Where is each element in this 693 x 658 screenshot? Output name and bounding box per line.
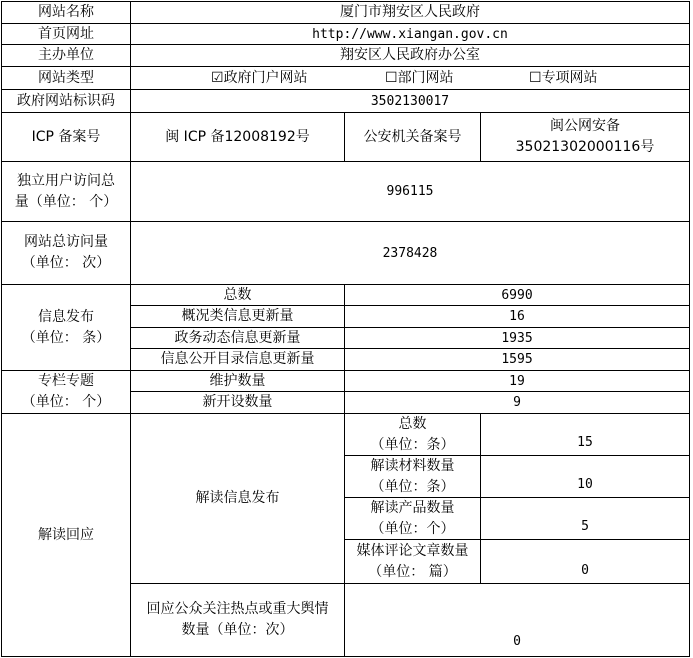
uv-value: 996115 [130, 161, 690, 222]
info-pub-row-label: 政务动态信息更新量 [130, 327, 345, 349]
column-row-label: 维护数量 [130, 370, 345, 392]
interp-row-line2: （单位：条） [370, 436, 455, 453]
interp-row-label [344, 455, 481, 498]
interp-row-value: 10 [480, 455, 690, 498]
site-id-label: 政府网站标识码 [1, 89, 131, 113]
interp-row-line2: （单位：条） [370, 478, 455, 495]
option-portal[interactable] [211, 68, 308, 89]
option-department-label: 部门网站 [397, 69, 454, 86]
police-record-line1: 闽公网安备 [550, 118, 620, 134]
interp-pub-label: 解读信息发布 [130, 413, 345, 584]
checkbox-icon[interactable]: ☐ [385, 69, 398, 86]
uv-label-line1: 独立用户访问总 [17, 172, 115, 189]
info-pub-label [1, 284, 131, 371]
interp-row-line2: （单位： 篇） [368, 563, 457, 580]
info-pub-row-label: 总数 [130, 284, 345, 306]
uv-label [1, 161, 131, 222]
hot-topic-label-line2: 数量（单位：次） [181, 622, 294, 638]
uv-label-line2: 量（单位： 个） [14, 193, 118, 210]
response-label: 解读回应 [1, 413, 131, 657]
police-record-value [480, 112, 690, 162]
option-department[interactable] [385, 68, 454, 89]
checked-box-icon[interactable]: ☑ [211, 69, 224, 86]
site-type-options [130, 66, 690, 90]
column-row-label: 新开设数量 [130, 391, 345, 414]
interp-row-label [344, 497, 481, 540]
option-special[interactable] [529, 68, 598, 89]
pv-label-line2: （单位： 次） [21, 255, 111, 271]
column-row-value: 9 [344, 391, 690, 414]
interp-row-line2: （单位：个） [370, 520, 455, 537]
icp-label: ICP 备案号 [1, 112, 131, 162]
police-record-line2: 35021302000116号 [515, 139, 655, 155]
info-pub-row-value: 6990 [344, 284, 690, 306]
option-special-label: 专项网站 [541, 69, 598, 86]
info-pub-row-value: 16 [344, 305, 690, 328]
pv-value: 2378428 [130, 221, 690, 285]
interp-row-line1: 总数 [398, 415, 427, 432]
police-record-label: 公安机关备案号 [344, 112, 481, 162]
site-name-value: 厦门市翔安区人民政府 [130, 1, 690, 24]
info-pub-row-value: 1595 [344, 348, 690, 371]
organizer-label: 主办单位 [1, 44, 131, 67]
column-label-line1: 专栏专题 [38, 373, 94, 389]
homepage-label: 首页网址 [1, 23, 131, 45]
info-pub-row-value: 1935 [344, 327, 690, 349]
info-pub-row-label: 信息公开目录信息更新量 [130, 348, 345, 371]
interp-row-line1: 解读材料数量 [370, 457, 455, 474]
column-label-line2: （单位： 个） [21, 394, 111, 410]
interp-row-line1: 解读产品数量 [370, 499, 455, 516]
organizer-value: 翔安区人民政府办公室 [130, 44, 690, 67]
site-name-label: 网站名称 [1, 1, 131, 24]
pv-label [1, 221, 131, 285]
hot-topic-value: 0 [344, 583, 690, 657]
info-pub-label-line2: （单位： 条） [21, 329, 111, 346]
interp-row-label [344, 413, 481, 456]
interp-row-value: 15 [480, 413, 690, 456]
info-pub-label-line1: 信息发布 [38, 308, 94, 325]
checkbox-icon[interactable]: ☐ [529, 69, 542, 86]
icp-value: 闽 ICP 备12008192号 [130, 112, 345, 162]
column-label [1, 370, 131, 414]
option-portal-label: 政府门户网站 [223, 69, 308, 86]
interp-row-value: 5 [480, 497, 690, 540]
info-pub-row-label: 概况类信息更新量 [130, 305, 345, 328]
hot-topic-label [130, 583, 345, 657]
homepage-value: http://www.xiangan.gov.cn [130, 23, 690, 45]
site-type-label: 网站类型 [1, 66, 131, 90]
column-row-value: 19 [344, 370, 690, 392]
interp-row-label [344, 539, 481, 584]
site-id-value: 3502130017 [130, 89, 690, 113]
interp-row-value: 0 [480, 539, 690, 584]
interp-row-line1: 媒体评论文章数量 [356, 542, 469, 559]
pv-label-line1: 网站总访问量 [24, 234, 108, 250]
hot-topic-label-line1: 回应公众关注热点或重大舆情 [146, 601, 329, 617]
